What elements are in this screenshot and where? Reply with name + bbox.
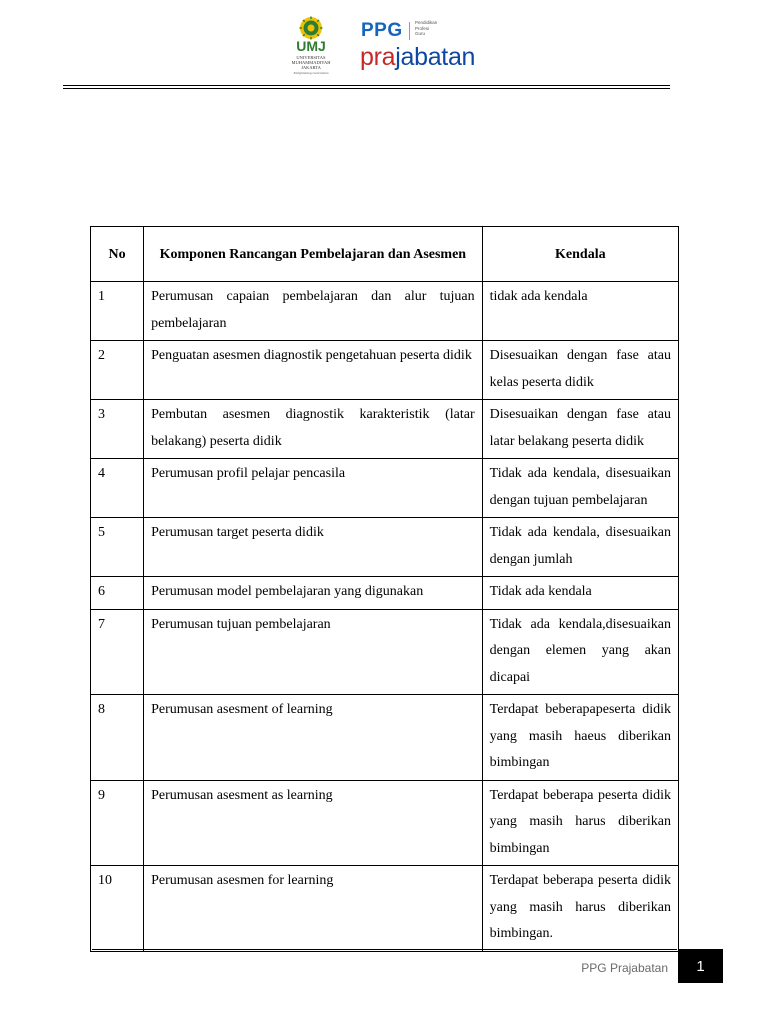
cell-kendala: Tidak ada kendala, disesuaikan dengan jumlah <box>482 518 678 577</box>
table-row <box>91 609 679 695</box>
cell-kendala: Disesuaikan dengan fase atau kelas peserta didik <box>482 341 678 400</box>
cell-kendala: Tidak ada kendala, disesuaikan dengan tujuan pembelajaran <box>482 459 678 518</box>
ppg-small-text <box>415 20 437 37</box>
table-row <box>91 780 679 866</box>
umj-emblem-icon <box>299 16 323 40</box>
table-row <box>91 282 679 341</box>
table-row <box>91 459 679 518</box>
prajabatan-word <box>360 42 475 72</box>
cell-komponen: Perumusan tujuan pembelajaran <box>144 609 483 695</box>
cell-no: 10 <box>91 866 144 952</box>
table-header-row <box>91 227 679 282</box>
ppg-divider <box>409 22 410 40</box>
page-number: 1 <box>678 949 723 983</box>
table-row <box>91 695 679 781</box>
ppg-small-line: Profesi <box>415 25 430 31</box>
cell-kendala: Disesuaikan dengan fase atau latar belakang peserta didik <box>482 400 678 459</box>
cell-no: 2 <box>91 341 144 400</box>
column-header-no: No <box>91 227 144 282</box>
table-row <box>91 341 679 400</box>
footer-label: PPG Prajabatan <box>581 961 668 975</box>
rancangan-table <box>90 226 679 952</box>
ppg-small-line: Pendidikan <box>415 20 438 25</box>
cell-no: 5 <box>91 518 144 577</box>
cell-no: 4 <box>91 459 144 518</box>
cell-no: 3 <box>91 400 144 459</box>
footer-rule <box>92 949 677 950</box>
cell-komponen: Perumusan model pembelajaran yang digunakan <box>144 577 483 610</box>
header-rule-bottom <box>63 88 670 89</box>
table-row <box>91 518 679 577</box>
cell-komponen: Pembutan asesmen diagnostik karakteristik (latar belakang) peserta didik <box>144 400 483 459</box>
table-row <box>91 400 679 459</box>
umj-logo <box>285 14 337 78</box>
umj-logo-text: UMJ <box>296 38 326 54</box>
ppg-small-line: Guru <box>415 31 426 36</box>
ppg-prajabatan-logo <box>361 18 495 76</box>
umj-subtitle: UNIVERSITAS MUHAMMADIYAH JAKARTA <box>291 55 331 70</box>
header-logos <box>285 14 495 78</box>
cell-komponen: Perumusan profil pelajar pencasila <box>144 459 483 518</box>
cell-komponen: Perumusan capaian pembelajaran dan alur tujuan pembelajaran <box>144 282 483 341</box>
cell-no: 1 <box>91 282 144 341</box>
cell-komponen: Perumusan asesment of learning <box>144 695 483 781</box>
cell-no: 8 <box>91 695 144 781</box>
cell-kendala: Terdapat beberapa peserta didik yang masih harus diberikan bimbingan. <box>482 866 678 952</box>
column-header-komponen: Komponen Rancangan Pembelajaran dan Asesmen <box>144 227 483 282</box>
ppg-word: PPG <box>361 20 403 41</box>
cell-kendala: tidak ada kendala <box>482 282 678 341</box>
header-rule-top <box>63 85 670 86</box>
prajabatan-part-red: pra <box>360 43 396 71</box>
cell-komponen: Perumusan target peserta didik <box>144 518 483 577</box>
cell-komponen: Perumusan asesmen for learning <box>144 866 483 952</box>
umj-tagline: Enlightening Generation <box>293 71 329 75</box>
cell-kendala: Terdapat beberapapeserta didik yang masih haeus diberikan bimbingan <box>482 695 678 781</box>
cell-no: 9 <box>91 780 144 866</box>
cell-komponen: Penguatan asesmen diagnostik pengetahuan peserta didik <box>144 341 483 400</box>
cell-no: 6 <box>91 577 144 610</box>
cell-no: 7 <box>91 609 144 695</box>
cell-kendala: Tidak ada kendala <box>482 577 678 610</box>
table-row <box>91 866 679 952</box>
cell-kendala: Terdapat beberapa peserta didik yang masih harus diberikan bimbingan <box>482 780 678 866</box>
cell-kendala: Tidak ada kendala,disesuaikan dengan elemen yang akan dicapai <box>482 609 678 695</box>
column-header-kendala: Kendala <box>482 227 678 282</box>
prajabatan-part-blue: jabatan <box>395 43 476 71</box>
table-row <box>91 577 679 610</box>
cell-komponen: Perumusan asesment as learning <box>144 780 483 866</box>
